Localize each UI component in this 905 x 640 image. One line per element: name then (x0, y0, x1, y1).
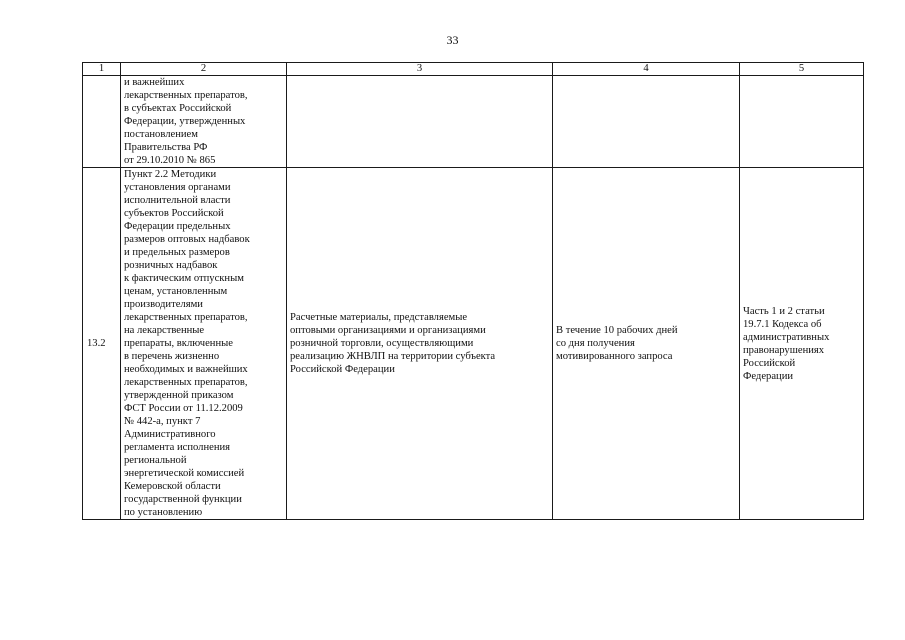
cell-text-line: оптовыми организациями и организациями (290, 325, 486, 336)
column-header-5: 5 (740, 63, 864, 76)
cell-text-line: ценам, установленным (124, 286, 228, 297)
deadline-cell (553, 168, 740, 520)
cell-text-line: производителями (124, 299, 203, 310)
cell-text-line: и важнейших (124, 77, 185, 88)
table-header-row (83, 63, 864, 76)
documents-cell (287, 76, 553, 168)
cell-text-line: постановлением (124, 129, 198, 140)
cell-text-line: административных (743, 331, 830, 343)
cell-text-line: по установлению (124, 507, 203, 518)
cell-text-line: Расчетные материалы, представляемые (290, 312, 468, 323)
column-header-1: 1 (83, 63, 121, 76)
liability-cell (740, 168, 864, 520)
cell-text-line: со дня получения (556, 338, 635, 349)
cell-text-line: размеров оптовых надбавок (124, 234, 250, 245)
table-row (83, 168, 864, 520)
cell-text-line: лекарственных препаратов, (124, 312, 248, 323)
cell-text-line: Административного (124, 429, 216, 440)
cell-text-line: энергетической комиссией (124, 468, 245, 479)
cell-text-line: в субъектах Российской (124, 103, 232, 114)
cell-text-line: исполнительной власти (124, 195, 231, 206)
cell-text-line: Правительства РФ (124, 142, 208, 153)
cell-text-line: лекарственных препаратов, (124, 90, 248, 101)
deadline-cell (553, 76, 740, 168)
cell-text-line: лекарственных препаратов, (124, 377, 248, 388)
legal-basis-cell (121, 76, 287, 168)
cell-text-line: розничной торговли, осуществляющими (290, 338, 474, 349)
cell-text-line: региональной (124, 455, 187, 466)
column-header-4: 4 (553, 63, 740, 76)
cell-text-line: установления органами (124, 182, 231, 193)
page-number: 33 (446, 33, 459, 47)
column-header-3: 3 (287, 63, 553, 76)
table-row (83, 76, 864, 168)
legal-basis-cell (121, 168, 287, 520)
cell-text-line: в перечень жизненно (124, 351, 220, 362)
documents-cell (287, 168, 553, 520)
cell-text-line: регламента исполнения (124, 442, 231, 453)
cell-text-line: утвержденной приказом (124, 390, 234, 401)
cell-text-line: розничных надбавок (124, 260, 218, 271)
cell-text-line: Федерации предельных (124, 221, 231, 232)
cell-text-line: реализацию ЖНВЛП на территории субъекта (290, 351, 496, 362)
cell-text-line: Часть 1 и 2 статьи (743, 305, 825, 317)
cell-text-line: к фактическим отпускным (124, 273, 244, 284)
cell-text-line: Российской (743, 357, 796, 369)
cell-text-line: на лекарственные (124, 325, 205, 336)
cell-text-line: Российской Федерации (290, 364, 395, 375)
liability-cell (740, 76, 864, 168)
cell-text-line: Пункт 2.2 Методики (124, 169, 217, 180)
document-table (82, 62, 864, 520)
cell-text-line: мотивированного запроса (556, 351, 673, 362)
cell-text-line: Кемеровской области (124, 481, 221, 492)
cell-text-line: № 442-а, пункт 7 (124, 416, 201, 427)
cell-text-line: и предельных размеров (124, 247, 230, 258)
row-number-cell (83, 76, 121, 168)
row-number: 13.2 (87, 338, 106, 349)
cell-text-line: Федерации, утвержденных (124, 116, 246, 127)
cell-text-line: правонарушениях (743, 344, 825, 356)
row-number-cell (83, 168, 121, 520)
column-header-2: 2 (121, 63, 287, 76)
cell-text-line: Федерации (743, 370, 794, 382)
cell-text-line: необходимых и важнейших (124, 364, 248, 375)
cell-text-line: препараты, включенные (124, 338, 233, 349)
cell-text-line: 19.7.1 Кодекса об (743, 318, 822, 330)
cell-text-line: В течение 10 рабочих дней (556, 325, 678, 336)
cell-text-line: ФСТ России от 11.12.2009 (124, 403, 243, 414)
cell-text-line: от 29.10.2010 № 865 (124, 155, 216, 166)
cell-text-line: государственной функции (124, 494, 242, 505)
cell-text-line: субъектов Российской (124, 208, 224, 219)
